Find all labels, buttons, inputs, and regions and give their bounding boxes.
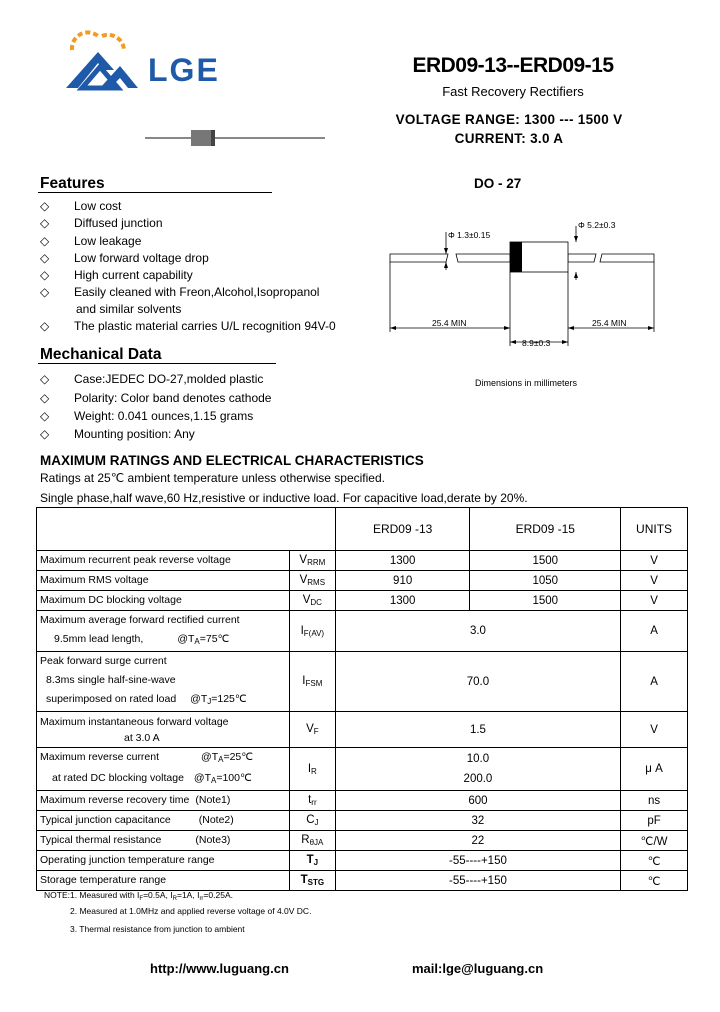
diamond-bullet-icon: ◇ bbox=[40, 319, 50, 333]
note-1: NOTE:1. Measured with $I_F=0.5A$, $I_R=1A$, $I_{rr}=0.25A$. bbox=[44, 890, 233, 902]
feature-item: ◇ Easily cleaned with Freon,Alcohol,Isopropanol bbox=[40, 285, 320, 299]
feature-item: ◇ Low leakage bbox=[40, 234, 142, 248]
ratings-condition-2: Single phase,half wave,60 Hz,resistive or inductive load. For capacitive load,derate by 20%. bbox=[40, 491, 528, 505]
features-rule bbox=[38, 192, 272, 193]
diode-icon bbox=[145, 127, 325, 149]
mechanical-title: Mechanical Data bbox=[40, 346, 162, 363]
feature-item: ◇ Low forward voltage drop bbox=[40, 251, 209, 265]
feature-item: ◇ Low cost bbox=[40, 199, 122, 213]
table-row: Maximum RMS voltage $V_{RMS}$ 910 1050 V bbox=[37, 571, 688, 591]
mechanical-item: ◇ Mounting position: Any bbox=[40, 427, 195, 441]
logo-text: LGE bbox=[148, 52, 220, 88]
ratings-table bbox=[36, 507, 688, 891]
feature-item: ◇ High current capability bbox=[40, 268, 193, 282]
table-row: Maximum reverse recovery time (Note1) $t_{rr}$ 600 ns bbox=[37, 791, 688, 811]
lead-diameter-dim: Φ 1.3±0.15 bbox=[448, 230, 491, 240]
note-2: 2. Measured at 1.0MHz and applied reverse voltage of 4.0V DC. bbox=[70, 906, 312, 916]
do27-outline-icon bbox=[386, 218, 658, 353]
table-row: Maximum recurrent peak reverse voltage $V_{RRM}$ 1300 1500 V bbox=[37, 551, 688, 571]
col-erd09-15: ERD09 -15 bbox=[470, 508, 621, 551]
product-subtitle: Fast Recovery Rectifiers bbox=[442, 84, 584, 99]
table-row: Maximum average forward rectified current 9.5mm lead length, $@T_A=75℃$ $I_{F(AV)}$ 3.0 A bbox=[37, 611, 688, 652]
mechanical-item: ◇ Case:JEDEC DO-27,molded plastic bbox=[40, 372, 264, 386]
col-erd09-13: ERD09 -13 bbox=[335, 508, 470, 551]
lead-length-right-dim: 25.4 MIN bbox=[592, 318, 627, 328]
mechanical-item: ◇ Weight: 0.041 ounces,1.15 grams bbox=[40, 409, 254, 423]
table-row: Peak forward surge current 8.3ms single half-sine-wave superimposed on rated load $@T_J=125℃$ $I_{FSM}$ 70.0 A bbox=[37, 652, 688, 712]
table-row: Maximum DC blocking voltage $V_{DC}$ 1300 1500 V bbox=[37, 591, 688, 611]
diode-image bbox=[145, 127, 325, 149]
voltage-range: VOLTAGE RANGE: 1300 --- 1500 V bbox=[395, 112, 623, 127]
diamond-bullet-icon: ◇ bbox=[40, 285, 50, 299]
features-title: Features bbox=[40, 175, 105, 192]
table-row: Storage temperature range $T_{STG}$ -55----+150 ℃ bbox=[37, 871, 688, 891]
current-rating: CURRENT: 3.0 A bbox=[454, 131, 564, 146]
table-row: Maximum instantaneous forward voltage at 3.0 A $V_F$ 1.5 V bbox=[37, 712, 688, 748]
website-link[interactable]: http://www.luguang.cn bbox=[150, 961, 289, 976]
note-3: 3. Thermal resistance from junction to ambient bbox=[70, 924, 245, 934]
table-header-row bbox=[37, 508, 688, 551]
cathode-band bbox=[510, 242, 522, 272]
ratings-condition-1: Ratings at 25℃ ambient temperature unless otherwise specified. bbox=[40, 471, 385, 485]
diamond-bullet-icon: ◇ bbox=[40, 199, 50, 213]
diamond-bullet-icon: ◇ bbox=[40, 251, 50, 265]
diamond-bullet-icon: ◇ bbox=[40, 391, 50, 405]
brand-logo bbox=[58, 30, 238, 92]
table-row: Typical junction capacitance (Note2) $C_J$ 32 pF bbox=[37, 811, 688, 831]
mechanical-item: ◇ Polarity: Color band denotes cathode bbox=[40, 391, 272, 405]
diamond-bullet-icon: ◇ bbox=[40, 234, 50, 248]
feature-item: ◇ Diffused junction bbox=[40, 216, 163, 230]
table-row: Operating junction temperature range $T_J$ -55----+150 ℃ bbox=[37, 851, 688, 871]
diamond-bullet-icon: ◇ bbox=[40, 268, 50, 282]
ratings-title: MAXIMUM RATINGS AND ELECTRICAL CHARACTERISTICS bbox=[40, 453, 424, 468]
body-length-dim: 8.9±0.3 bbox=[522, 338, 551, 348]
package-title: DO - 27 bbox=[474, 176, 522, 191]
diamond-bullet-icon: ◇ bbox=[40, 427, 50, 441]
lead-length-left-dim: 25.4 MIN bbox=[432, 318, 467, 328]
email-link[interactable]: mail:lge@luguang.cn bbox=[412, 961, 544, 976]
col-units: UNITS bbox=[621, 508, 688, 551]
feature-item-continued: and similar solvents bbox=[76, 302, 182, 316]
part-number-title: ERD09-13--ERD09-15 bbox=[412, 54, 614, 77]
mechanical-rule bbox=[38, 363, 276, 364]
table-row: Typical thermal resistance (Note3) $R_{\theta JA}$ 22 ℃/W bbox=[37, 831, 688, 851]
diamond-bullet-icon: ◇ bbox=[40, 372, 50, 386]
header-blank bbox=[37, 508, 336, 551]
body-diameter-dim: Φ 5.2±0.3 bbox=[578, 220, 616, 230]
feature-item: ◇ The plastic material carries U/L recognition 94V-0 bbox=[40, 319, 336, 333]
diamond-bullet-icon: ◇ bbox=[40, 409, 50, 423]
diamond-bullet-icon: ◇ bbox=[40, 216, 50, 230]
dimensions-note: Dimensions in millimeters bbox=[475, 378, 578, 388]
package-drawing bbox=[386, 218, 658, 353]
table-row: Maximum reverse current $@T_A=25℃$ at rated DC blocking voltage $@T_A=100℃$ $I_R$ 10.0 200.0 μ A bbox=[37, 748, 688, 791]
